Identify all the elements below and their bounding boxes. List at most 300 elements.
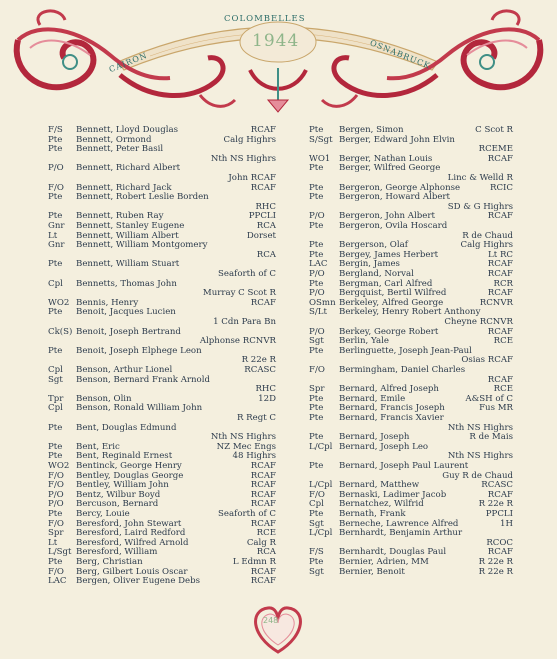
roll-entry <box>48 384 276 394</box>
banner-text-top: COLOMBELLES <box>224 14 306 24</box>
roll-entry <box>309 528 513 538</box>
roll-entry <box>48 461 276 471</box>
roll-entry <box>48 202 276 212</box>
entry-rank: Pte <box>48 509 63 519</box>
entry-name: Bennett, William Stuart <box>76 259 180 270</box>
entry-name: Benoit, Joseph Elphege Leon <box>76 345 202 356</box>
entry-name: Bennett, Ormond <box>76 134 152 145</box>
entry-name: Bernhardt, Douglas Paul <box>339 547 447 558</box>
entry-rank: Lt <box>48 230 58 241</box>
entry-name: Bernard, Matthew <box>339 480 420 491</box>
roll-entry <box>309 375 513 385</box>
roll-entry <box>48 154 276 164</box>
roll-entry <box>309 279 513 289</box>
entry-name: Benson, Olin <box>76 393 132 404</box>
entry-name: Berkey, George Robert <box>339 326 439 337</box>
entry-name: Bernaski, Ladimer Jacob <box>339 489 447 500</box>
entry-rank: Gnr <box>48 240 65 251</box>
entry-name: Bernard, Francis Joseph <box>339 403 445 414</box>
entry-rank: Pte <box>309 509 324 519</box>
entry-rank: Pte <box>309 345 324 356</box>
entry-rank: Pte <box>309 221 324 231</box>
entry-name: Berkeley, Henry Robert Anthony <box>339 307 481 318</box>
entry-unit: RCA <box>256 249 276 260</box>
entry-name: Bentley, Douglas George <box>76 470 184 481</box>
entry-rank: P/O <box>48 163 64 174</box>
entry-unit: PPCLI <box>485 509 513 519</box>
entry-unit: RCAF <box>487 288 513 299</box>
entry-unit: RCAF <box>487 269 513 279</box>
roll-entry <box>309 135 513 145</box>
roll-entry <box>48 413 276 423</box>
roll-entry <box>309 259 513 269</box>
roll-entry <box>309 269 513 279</box>
roll-entry <box>48 365 276 375</box>
roll-entry <box>48 490 276 500</box>
roll-entry <box>48 375 276 385</box>
roll-entry <box>309 557 513 567</box>
entry-rank: Pte <box>48 259 63 270</box>
entry-name: Beresford, John Stewart <box>76 518 182 529</box>
roll-entry <box>309 163 513 173</box>
entry-name: Bercy, Louie <box>76 509 130 519</box>
roll-entry <box>309 451 513 461</box>
roll-entry <box>48 163 276 173</box>
entry-name: Bernatchez, Wilfrid <box>339 499 424 510</box>
roll-entry <box>309 423 513 433</box>
entry-unit: RCAF <box>487 489 513 500</box>
entry-name: Bernier, Adrien, MM <box>339 557 429 567</box>
entry-unit: 1 Cdn Para Bn <box>213 317 276 327</box>
roll-entry <box>309 211 513 221</box>
entry-unit: A&SH of C <box>465 393 513 404</box>
entry-name: Bernard, Emile <box>339 393 406 404</box>
roll-entry <box>309 221 513 231</box>
entry-name: Bernier, Benoit <box>339 566 405 577</box>
entry-name: Bennett, Lloyd Douglas <box>76 125 179 135</box>
entry-unit: Alphonse RCNVR <box>199 336 276 347</box>
roll-entry <box>309 192 513 202</box>
entry-unit: Calg Highrs <box>460 240 513 251</box>
entry-rank: F/O <box>48 518 64 529</box>
entry-name: Berlinguette, Joseph Jean-Paul <box>339 345 472 356</box>
entry-rank: P/O <box>309 269 325 279</box>
entry-name: Bennett, Richard Albert <box>76 163 181 174</box>
entry-name: Bent, Douglas Edmund <box>76 422 177 433</box>
entry-name: Bergland, Norval <box>339 269 414 279</box>
entry-name: Bennis, Henry <box>76 297 139 308</box>
entry-rank: Tpr <box>48 393 64 404</box>
entry-unit: RCEME <box>478 144 513 155</box>
roll-entry <box>48 336 276 346</box>
roll-entry <box>48 327 276 337</box>
entry-unit: RCIC <box>489 182 513 193</box>
entry-rank: Pte <box>309 557 324 567</box>
roll-entry <box>48 557 276 567</box>
entry-rank: Pte <box>309 240 324 251</box>
roll-entry <box>48 135 276 145</box>
entry-unit: John RCAF <box>228 173 276 183</box>
entry-rank: Pte <box>309 249 324 260</box>
entry-rank: WO1 <box>309 153 331 164</box>
entry-name: Berlin, Yale <box>339 336 389 347</box>
entry-unit: RCA <box>256 547 276 558</box>
entry-unit: RCAF <box>250 461 276 471</box>
entry-rank: Pte <box>309 403 324 414</box>
roll-entry <box>48 211 276 221</box>
entry-unit: RCASC <box>481 480 513 491</box>
entry-rank: Sgt <box>309 518 324 529</box>
roll-entry <box>48 298 276 308</box>
roll-entry <box>309 173 513 183</box>
entry-rank: Pte <box>48 557 63 567</box>
entry-name: Beresford, Wilfred Arnold <box>76 537 189 548</box>
roll-entry <box>309 413 513 423</box>
roll-entry <box>48 192 276 202</box>
roll-entry <box>309 183 513 193</box>
roll-entry <box>309 403 513 413</box>
entry-rank: F/O <box>48 480 64 491</box>
entry-rank: LAC <box>309 259 328 270</box>
roll-entry <box>309 317 513 327</box>
entry-unit: L Edmn R <box>232 557 276 567</box>
entry-rank: P/O <box>48 489 64 500</box>
banner-text-right: OSNABRUCK <box>368 38 432 71</box>
entry-name: Bennett, Ruben Ray <box>76 211 164 222</box>
entry-unit: RCAF <box>250 125 276 135</box>
entry-unit: Nth NS Highrs <box>210 153 276 164</box>
entry-unit: RCAF <box>250 518 276 529</box>
entry-unit: RCOC <box>486 537 513 548</box>
entry-name: Bergeron, George Alphonse <box>339 182 461 193</box>
roll-entry <box>309 384 513 394</box>
entry-unit: Murray C Scot R <box>202 288 276 299</box>
entry-rank: F/O <box>48 182 64 193</box>
roll-entry <box>309 154 513 164</box>
entry-unit: Guy R de Chaud <box>442 470 513 481</box>
entry-rank: Pte <box>48 144 63 155</box>
entry-rank: Pte <box>48 211 63 222</box>
entry-rank: Cpl <box>48 365 63 375</box>
roll-entry <box>48 221 276 231</box>
ornamental-footer <box>0 590 557 659</box>
entry-rank: Cpl <box>309 499 324 510</box>
roll-entry <box>48 451 276 461</box>
entry-rank: Pte <box>48 422 63 433</box>
entry-rank: P/O <box>309 326 325 337</box>
entry-rank: Pte <box>48 441 63 452</box>
roll-entry <box>309 327 513 337</box>
roll-entry <box>309 442 513 452</box>
entry-rank: Pte <box>309 125 324 135</box>
roll-entry <box>48 423 276 433</box>
entry-name: Bentz, Wilbur Boyd <box>76 489 161 500</box>
entry-name: Bergeron, John Albert <box>339 211 435 222</box>
entry-rank: Pte <box>48 307 63 318</box>
entry-rank: P/O <box>309 288 325 299</box>
entry-name: Bennetts, Thomas John <box>76 278 177 289</box>
roll-entry <box>309 461 513 471</box>
roll-entry <box>309 336 513 346</box>
entry-unit: R 22e R <box>478 566 513 577</box>
entry-name: Bermingham, Daniel Charles <box>339 365 466 375</box>
roll-entry <box>48 394 276 404</box>
roll-entry <box>48 346 276 356</box>
entry-name: Berger, Wilfred George <box>339 163 441 174</box>
entry-name: Bergen, Simon <box>339 125 404 135</box>
roll-entry <box>48 471 276 481</box>
entry-rank: F/S <box>48 125 63 135</box>
entry-name: Berger, Edward John Elvin <box>339 134 455 145</box>
entry-unit: 1H <box>500 518 513 529</box>
entry-unit: RCAF <box>487 153 513 164</box>
entry-unit: 12D <box>258 393 276 404</box>
roll-entry <box>48 231 276 241</box>
entry-rank: OSmn <box>309 297 336 308</box>
entry-unit: RCAF <box>250 566 276 577</box>
entry-rank: Ck(S) <box>48 326 73 337</box>
entry-name: Beresford, William <box>76 547 158 558</box>
entry-unit: R de Mais <box>469 432 513 443</box>
entry-rank: WO2 <box>48 297 70 308</box>
entry-unit: Nth NS Highrs <box>447 451 513 462</box>
roll-entry <box>309 490 513 500</box>
entry-name: Benson, Bernard Frank Arnold <box>76 374 210 385</box>
entry-unit: NZ Mec Engs <box>216 441 276 452</box>
entry-rank: F/S <box>309 547 324 558</box>
entry-rank: P/O <box>309 211 325 222</box>
entry-unit: RCAF <box>487 211 513 222</box>
entry-name: Bergerson, Olaf <box>339 240 408 251</box>
entry-name: Benson, Arthur Lionel <box>76 365 173 375</box>
entry-name: Bercuson, Bernard <box>76 499 159 510</box>
roll-entry <box>48 125 276 135</box>
entry-name: Bennett, Peter Basil <box>76 144 164 155</box>
roll-entry <box>48 173 276 183</box>
roll-entry <box>48 259 276 269</box>
entry-unit: Linc & Welld R <box>447 173 513 183</box>
roll-entry <box>48 567 276 577</box>
entry-rank: Pte <box>48 451 63 462</box>
roll-entry <box>48 528 276 538</box>
entry-name: Berg, Gilbert Louis Oscar <box>76 566 188 577</box>
entry-name: Bennett, William Montgomery <box>76 240 208 251</box>
entry-unit: RCAF <box>250 297 276 308</box>
entry-rank: Pte <box>48 345 63 356</box>
roll-entry <box>48 499 276 509</box>
entry-unit: RCAF <box>487 374 513 385</box>
roll-entry <box>309 288 513 298</box>
entry-unit: Calg Highrs <box>223 134 276 145</box>
entry-rank: L/Sgt <box>48 547 72 558</box>
entry-name: Bergey, James Herbert <box>339 249 439 260</box>
entry-unit: 48 Highrs <box>232 451 276 462</box>
roll-entry <box>309 509 513 519</box>
entry-rank: L/Cpl <box>309 480 333 491</box>
entry-name: Bergen, Oliver Eugene Debs <box>76 576 201 587</box>
entry-name: Bennett, William Albert <box>76 230 179 241</box>
roll-entry <box>48 538 276 548</box>
entry-unit: RCAF <box>250 576 276 587</box>
roll-entry <box>48 183 276 193</box>
entry-unit: Calg R <box>246 537 276 548</box>
entry-rank: S/Sgt <box>309 134 333 145</box>
entry-unit: RCAF <box>250 499 276 510</box>
entry-unit: Seaforth of C <box>218 269 276 279</box>
roll-entry <box>309 346 513 356</box>
roll-entry <box>309 432 513 442</box>
entry-unit: Lt RC <box>488 249 513 260</box>
entry-rank: F/O <box>48 470 64 481</box>
entry-name: Benoit, Joseph Bertrand <box>76 326 181 337</box>
entry-rank: Spr <box>309 384 325 395</box>
entry-unit: Nth NS Highrs <box>210 432 276 443</box>
roll-entry <box>309 307 513 317</box>
entry-rank: P/O <box>48 499 64 510</box>
entry-unit: R 22e R <box>241 355 276 366</box>
entry-unit: R 22e R <box>478 499 513 510</box>
entry-unit: RCAF <box>487 259 513 270</box>
entry-rank: Pte <box>48 192 63 203</box>
entry-unit: R 22e R <box>478 557 513 567</box>
entry-name: Benson, Ronald William John <box>76 403 203 414</box>
entry-rank: Cpl <box>48 403 63 414</box>
roll-entry <box>48 403 276 413</box>
entry-unit: Cheyne RCNVR <box>444 317 513 327</box>
roll-entry <box>309 355 513 365</box>
entry-name: Bent, Reginald Ernest <box>76 451 173 462</box>
entry-unit: R de Chaud <box>462 230 513 241</box>
roll-entry <box>309 394 513 404</box>
roll-entry <box>309 298 513 308</box>
entry-unit: RCAF <box>487 326 513 337</box>
entry-unit: RCAF <box>250 182 276 193</box>
entry-unit: RCAF <box>250 480 276 491</box>
entry-rank: Gnr <box>48 221 65 231</box>
entry-name: Bennett, Stanley Eugene <box>76 221 185 231</box>
entry-rank: L/Cpl <box>309 528 333 539</box>
entry-unit: PPCLI <box>248 211 276 222</box>
entry-name: Bernard, Joseph Leo <box>339 441 429 452</box>
entry-rank: Sgt <box>309 336 324 347</box>
entry-rank: F/O <box>309 489 325 500</box>
roll-entry <box>48 240 276 250</box>
entry-unit: RHC <box>255 384 276 395</box>
roll-entry <box>309 480 513 490</box>
entry-name: Bennett, Richard Jack <box>76 182 172 193</box>
entry-unit: RCASC <box>244 365 276 375</box>
entry-name: Berneche, Lawrence Alfred <box>339 518 459 529</box>
roll-entry <box>48 480 276 490</box>
entry-unit: Nth NS Highrs <box>447 422 513 433</box>
banner-year: 1944 <box>252 31 300 51</box>
entry-unit: RHC <box>255 201 276 212</box>
entry-name: Benoit, Jacques Lucien <box>76 307 176 318</box>
entry-unit: RCNVR <box>479 297 513 308</box>
entry-unit: C Scot R <box>475 125 513 135</box>
entry-rank: Pte <box>309 278 324 289</box>
page-number: 248 <box>263 616 279 625</box>
entry-rank: F/O <box>48 566 64 577</box>
roll-entry <box>48 307 276 317</box>
roll-entry <box>309 250 513 260</box>
entry-rank: Pte <box>309 461 324 471</box>
entry-rank: Pte <box>309 163 324 174</box>
roll-entry <box>309 231 513 241</box>
entry-unit: R Regt C <box>236 413 276 423</box>
entry-name: Berkeley, Alfred George <box>339 297 444 308</box>
roll-entry <box>48 317 276 327</box>
entry-unit: RCA <box>256 221 276 231</box>
roll-entry <box>309 538 513 548</box>
entry-name: Berger, Nathan Louis <box>339 153 433 164</box>
entry-rank: Spr <box>48 528 64 539</box>
entry-unit: RCE <box>256 528 276 539</box>
entry-rank: Pte <box>309 192 324 203</box>
entry-unit: Dorset <box>246 230 276 241</box>
entry-name: Bergquist, Bertil Wilfred <box>339 288 447 299</box>
entry-rank: Cpl <box>48 278 63 289</box>
entry-name: Bernard, Joseph <box>339 432 410 443</box>
roll-entry <box>48 144 276 154</box>
roll-entry <box>48 269 276 279</box>
entry-name: Bernath, Frank <box>339 509 406 519</box>
entry-unit: Osias RCAF <box>461 355 513 366</box>
roll-entry <box>48 288 276 298</box>
entry-rank: Pte <box>309 393 324 404</box>
roll-entry <box>309 202 513 212</box>
entry-unit: SD & G Highrs <box>447 201 513 212</box>
entry-rank: Sgt <box>309 566 324 577</box>
entry-name: Bernard, Francis Xavier <box>339 413 444 423</box>
entry-rank: L/Cpl <box>309 441 333 452</box>
roll-entry <box>309 547 513 557</box>
entry-name: Bernard, Joseph Paul Laurent <box>339 461 469 471</box>
entry-name: Bergin, James <box>339 259 400 270</box>
entry-name: Bennett, Robert Leslie Borden <box>76 192 209 203</box>
entry-rank: F/O <box>309 365 325 375</box>
entry-unit: RCE <box>493 384 513 395</box>
entry-name: Berg, Christian <box>76 557 143 567</box>
entry-rank: WO2 <box>48 461 70 471</box>
entry-name: Bent, Eric <box>76 441 120 452</box>
roll-entry <box>48 355 276 365</box>
entry-unit: Fus MR <box>479 403 513 414</box>
entry-unit: RCAF <box>250 489 276 500</box>
entry-unit: Seaforth of C <box>218 509 276 519</box>
roll-entry <box>48 547 276 557</box>
roll-entry <box>48 250 276 260</box>
roll-entry <box>309 240 513 250</box>
roll-entry <box>309 471 513 481</box>
entry-name: Bernard, Alfred Joseph <box>339 384 439 395</box>
entry-unit: RCE <box>493 336 513 347</box>
roll-entry <box>48 279 276 289</box>
entry-unit: RCAF <box>250 470 276 481</box>
roll-entry <box>48 576 276 586</box>
entry-name: Bergman, Carl Alfred <box>339 278 433 289</box>
entry-name: Beresford, Laird Redford <box>76 528 186 539</box>
entry-name: Bergeron, Howard Albert <box>339 192 450 203</box>
roll-entry <box>309 519 513 529</box>
banner-text-left: CAIRON <box>107 50 149 75</box>
roll-entry <box>309 125 513 135</box>
entry-name: Bentinck, George Henry <box>76 461 182 471</box>
entry-unit: RCAF <box>487 547 513 558</box>
entry-name: Bergeron, Ovila Hoscard <box>339 221 448 231</box>
roll-entry <box>48 442 276 452</box>
roll-entry <box>48 519 276 529</box>
